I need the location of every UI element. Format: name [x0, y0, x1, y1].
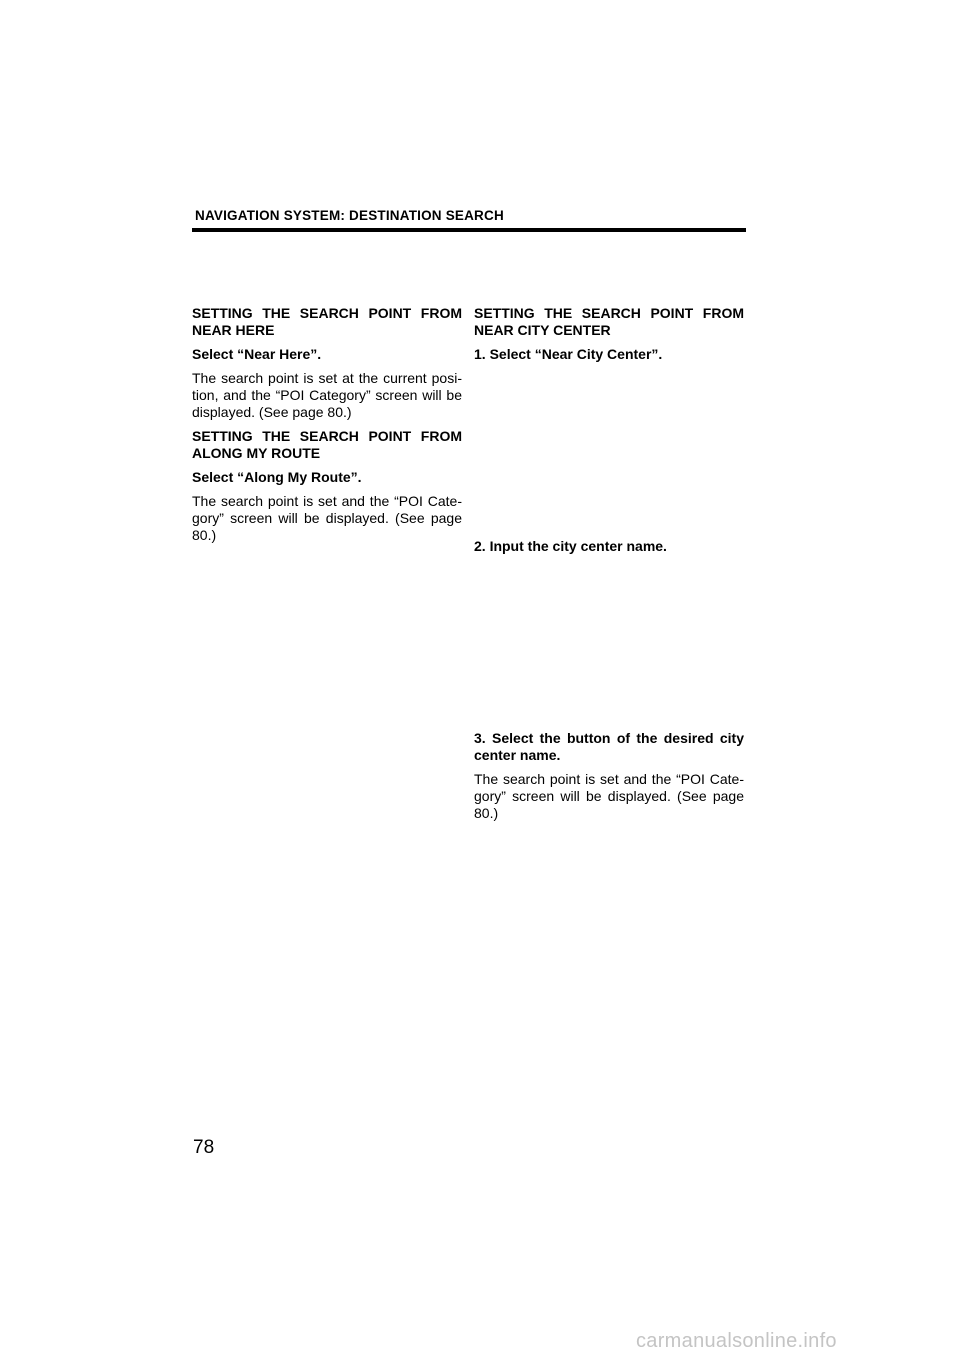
near-here-step: Select “Near Here”. — [192, 346, 322, 362]
along-route-step: Select “Along My Route”. — [192, 469, 362, 485]
near-city-step-3: 3. Select the button of the desired city center name. — [474, 730, 744, 763]
near-city-step-2: 2. Input the city center name. — [474, 538, 667, 554]
left-column — [192, 305, 462, 544]
section-header: NAVIGATION SYSTEM: DESTINATION SEARCH — [195, 208, 504, 223]
watermark-text: carmanualsonline.info — [636, 1330, 837, 1352]
near-city-heading: SETTING THE SEARCH POINT FROM NEAR CITY CENTER — [474, 305, 744, 338]
near-city-body: The search point is set and the “POI Cate- gory” screen will be displayed. (See page 80.) — [474, 771, 744, 821]
along-route-heading: SETTING THE SEARCH POINT FROM ALONG MY ROUTE — [192, 428, 462, 461]
near-here-body: The search point is set at the current posi- tion, and the “POI Category” screen will be displayed. (See page 80.) — [192, 370, 462, 420]
near-city-step-1: 1. Select “Near City Center”. — [474, 346, 663, 362]
page-number: 78 — [193, 1137, 215, 1158]
right-column — [474, 305, 744, 822]
header-rule — [192, 228, 746, 232]
along-route-body: The search point is set and the “POI Cate- gory” screen will be displayed. (See page 80.) — [192, 493, 462, 543]
near-here-heading: SETTING THE SEARCH POINT FROM NEAR HERE — [192, 305, 462, 338]
